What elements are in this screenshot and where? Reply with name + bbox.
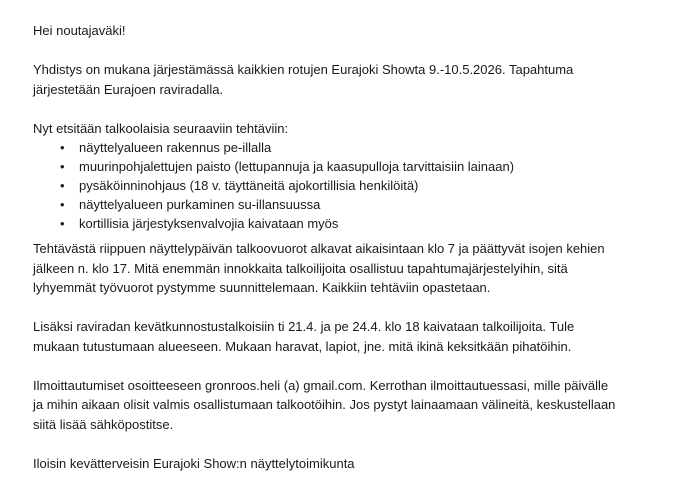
spacer: [33, 41, 673, 61]
registration-line: siitä lisää sähköpostitse.: [33, 416, 174, 432]
task-text: kortillisia järjestyksenvalvojia kaivataan myös: [79, 216, 339, 231]
spring-cleanup-paragraph: [33, 317, 673, 356]
schedule-line: jälkeen n. klo 17. Mitä enemmän innokkaita talkoilijoita osallistuu tapahtumajärjestelyihin, sitä: [33, 260, 568, 276]
bullet-icon: •: [60, 216, 65, 231]
bullet-icon: •: [60, 197, 65, 212]
schedule-line: lyhyemmät työvuorot pystymme suunnittelemaan. Kaikkiin tehtäviin opastetaan.: [33, 280, 491, 295]
bullet-icon: •: [60, 159, 65, 174]
task-text: näyttelyalueen rakennus pe-illalla: [79, 140, 272, 155]
closing-signature: Iloisin kevätterveisin Eurajoki Show:n näyttelytoimikunta: [33, 455, 355, 471]
bullet-icon: •: [60, 140, 65, 155]
bullet-icon: •: [60, 178, 65, 193]
intro-paragraph: [33, 60, 673, 99]
cleanup-line: Lisäksi raviradan kevätkunnostustalkoisiin ti 21.4. ja pe 24.4. klo 18 kaivataan talkoilijoita. Tule: [33, 319, 575, 334]
intro-line: Yhdistys on mukana järjestämässä kaikkien rotujen Eurajoki Showta 9.-10.5.2026. Tapahtuma: [33, 62, 574, 77]
task-text: pysäköinninohjaus (18 v. täyttäneitä ajokortillisia henkilöitä): [79, 178, 419, 193]
tasks-heading: Nyt etsitään talkoolaisia seuraaviin tehtäviin:: [33, 120, 289, 136]
task-list: [33, 138, 673, 233]
task-text: näyttelyalueen purkaminen su-illansuussa: [79, 197, 321, 212]
spacer: [33, 356, 673, 376]
list-item: [33, 138, 673, 157]
schedule-paragraph: [33, 239, 673, 298]
task-text: muurinpohjalettujen paisto (lettupannuja ja kaasupulloja tarvittaisiin lainaan): [79, 159, 515, 174]
list-item: [33, 157, 673, 176]
list-item: [33, 176, 673, 195]
document-body: [33, 21, 673, 473]
spacer: [33, 298, 673, 318]
registration-paragraph: [33, 376, 673, 435]
registration-line: ja mihin aikaan olisit valmis osallistumaan talkootöihin. Jos pystyt lainaamaan välineitä, keskustellaan: [33, 397, 616, 412]
list-item: [33, 214, 673, 233]
greeting: Hei noutajaväki!: [33, 23, 126, 38]
registration-line: Ilmoittautumiset osoitteeseen gronroos.heli (a) gmail.com. Kerrothan ilmoittautuessasi, mille päivälle: [33, 377, 609, 393]
schedule-line: Tehtävästä riippuen näyttelypäivän talkoovuorot alkavat aikaisintaan klo 7 ja päättyvät isojen kehien: [33, 241, 605, 256]
spacer: [33, 99, 673, 119]
cleanup-line: mukaan tutustumaan alueeseen. Mukaan haravat, lapiot, jne. mitä ikinä keksitkään pihatöihin.: [33, 338, 572, 354]
spacer: [33, 434, 673, 454]
list-item: [33, 195, 673, 214]
intro-line: järjestetään Eurajoen raviradalla.: [33, 81, 224, 97]
